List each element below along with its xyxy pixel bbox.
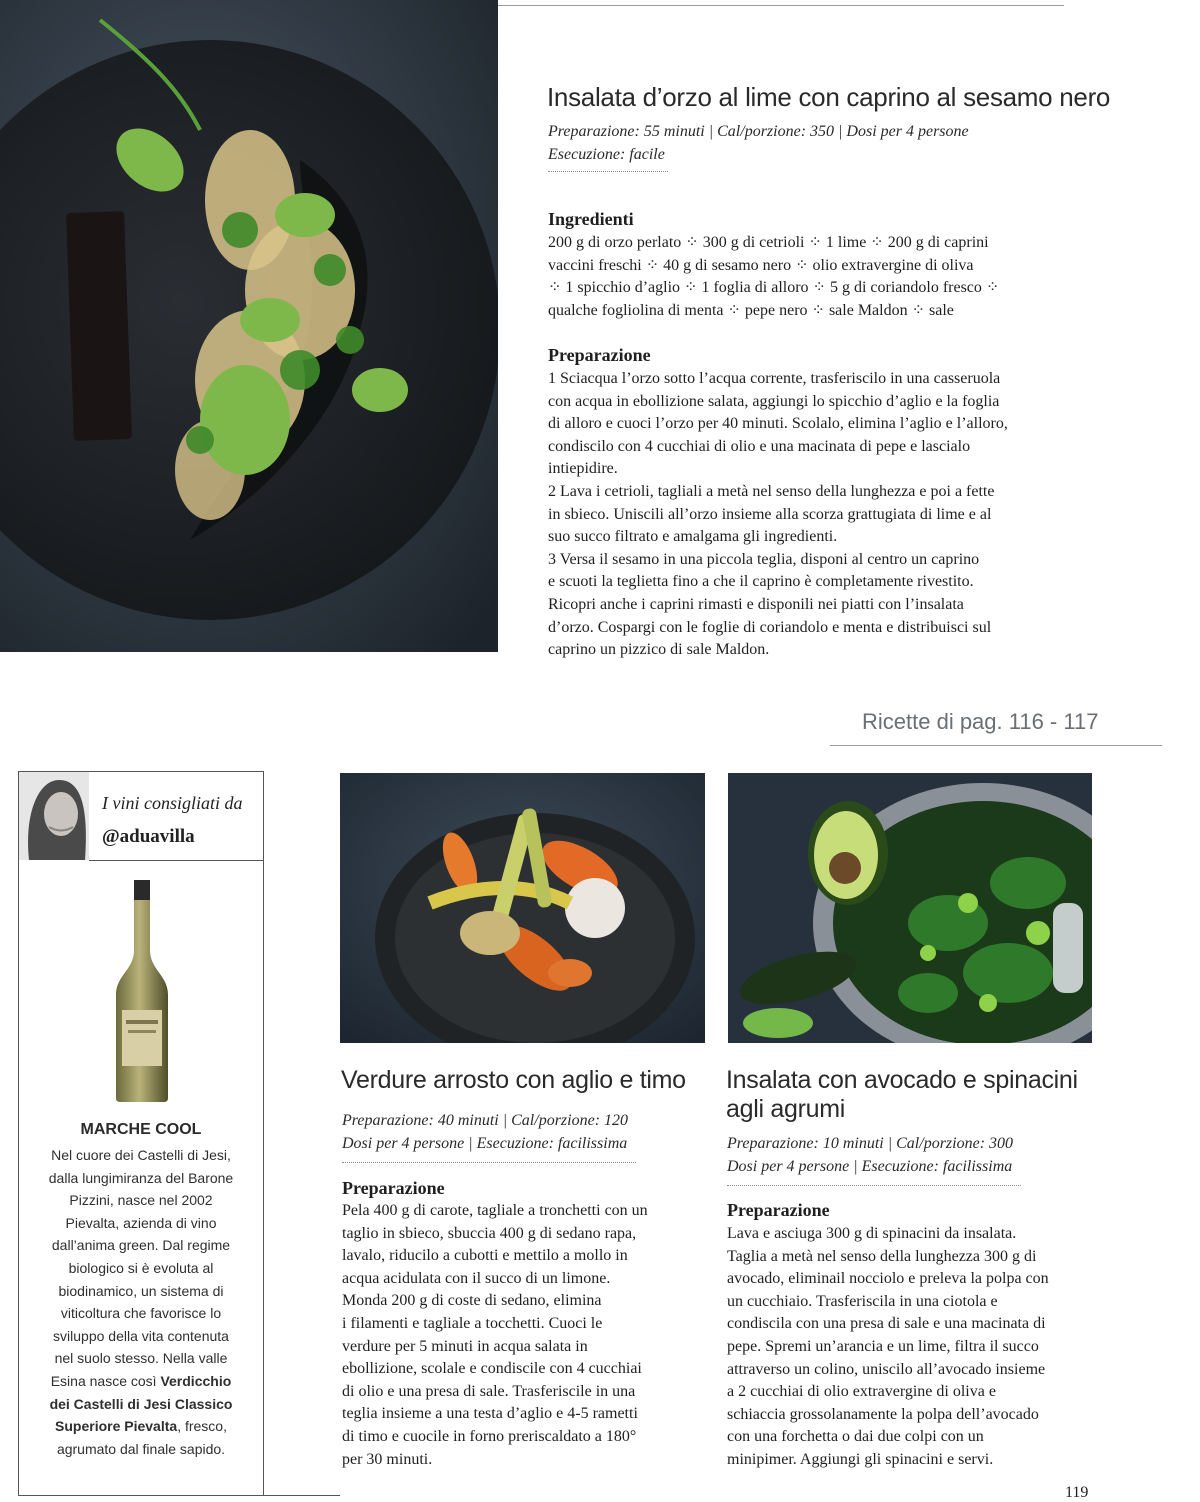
- wine-line: nel suolo stesso. Nella valle: [54, 1350, 228, 1367]
- ingredients-line: qualche fogliolina di menta ⁘ pepe nero ⁘ sale Maldon ⁘ sale: [548, 301, 954, 319]
- top-rule: [498, 5, 1064, 6]
- prep-line: d’orzo. Cospargi con le foglie di coriandolo e menta e distribuisci sul: [548, 618, 992, 636]
- bottom-rule: [18, 1495, 340, 1496]
- wine-line: agrumato dal finale sapido.: [56, 1440, 226, 1457]
- recipe1-title: Insalata d’orzo al lime con caprino al sesamo nero: [547, 82, 1111, 112]
- recipe3-title-line1: Insalata con avocado e spinacini: [726, 1066, 1078, 1094]
- prep-line: di alloro e cuoci l’orzo per 40 minuti. Scolalo, elimina l’aglio e l’alloro,: [548, 415, 1008, 433]
- wine-line: biologico si è evoluta al: [68, 1259, 214, 1276]
- section-label: Ricette di pag. 116 - 117: [862, 709, 1099, 734]
- prep-line: suo succo filtrato e amalgama gli ingredienti.: [548, 528, 838, 546]
- wine-name-bold: Verdicchio: [160, 1372, 232, 1389]
- recipe2-title: Verdure arrosto con aglio e timo: [341, 1066, 686, 1094]
- recipe1-ingredients: [548, 232, 999, 322]
- wine-line: [19, 1415, 263, 1438]
- wine-line: Pievalta, azienda di vino: [65, 1214, 217, 1231]
- wine-bottle: [110, 880, 174, 1102]
- page-number: 119: [1065, 1484, 1089, 1501]
- prep-line: minipimer. Aggiungi gli spinacini e servi.: [727, 1450, 994, 1468]
- wine-line-text: , fresco,: [177, 1418, 227, 1435]
- barley-salad-photo: [0, 0, 498, 652]
- wine-header-rule: [89, 860, 264, 861]
- recipe2-meta-line1: Preparazione: 40 minuti | Cal/porzione: 120: [342, 1112, 629, 1129]
- roasted-vegetables-photo: [340, 773, 705, 1043]
- prep-line: e scuoti la teglietta fino a che il caprino è completamente rivestito.: [548, 573, 974, 591]
- prep-line: a 2 cucchiai di olio extravergine di oliva e: [727, 1383, 996, 1401]
- wine-line: dalla lungimiranza del Barone: [48, 1169, 234, 1186]
- prep-line: in sbieco. Uniscili all’orzo insieme alla scorza grattugiata di lime e al: [548, 505, 992, 523]
- prep-line: schiaccia grossolanamente la polpa dell’avocado: [727, 1405, 1039, 1423]
- recipe3-meta-line1: Preparazione: 10 minuti | Cal/porzione: 300: [727, 1135, 1014, 1152]
- prep-line: caprino un pizzico di sale Maldon.: [548, 641, 770, 659]
- recipe1-prep-heading: Preparazione: [548, 345, 651, 365]
- wine-line: Nel cuore dei Castelli di Jesi,: [51, 1147, 231, 1163]
- wine-line: biodinamico, un sistema di: [58, 1282, 224, 1299]
- prep-line: 2 Lava i cetrioli, tagliali a metà nel senso della lunghezza e poi a fette: [548, 482, 995, 500]
- section-rule: [830, 745, 1162, 746]
- prep-line: pepe. Spremi un’arancia e un lime, filtra il succo: [727, 1337, 1039, 1355]
- prep-line: Lava e asciuga 300 g di spinacini da insalata.: [727, 1225, 1017, 1242]
- recipe1-divider: [548, 171, 668, 172]
- prep-line: con una forchetta o dai due colpi con un: [727, 1428, 984, 1446]
- prep-line: con acqua in ebollizione salata, aggiungi lo spicchio d’aglio e la foglia: [548, 392, 1000, 410]
- recipe3-prep: [727, 1223, 1049, 1472]
- prep-line: teglia insieme a una testa d’aglio e 4-5 rametti: [342, 1405, 638, 1423]
- wine-name-bold: Superiore Pievalta: [55, 1418, 178, 1435]
- prep-line: per 30 minuti.: [342, 1450, 433, 1468]
- recipe3-divider: [727, 1185, 1021, 1186]
- recipe3-meta: [727, 1132, 1013, 1178]
- recipe2-prep: [342, 1200, 648, 1471]
- recipe1-meta-line1: Preparazione: 55 minuti | Cal/porzione: 350 | Dosi per 4 persone: [548, 123, 969, 140]
- recipe3-prep-heading: Preparazione: [727, 1200, 830, 1220]
- wine-name-bold: dei Castelli di Jesi Classico: [49, 1395, 233, 1412]
- recipe3-meta-line2: Dosi per 4 persone | Esecuzione: facilissima: [727, 1158, 1013, 1175]
- wine-line: sviluppo della vita contenuta: [53, 1327, 229, 1344]
- prep-line: di olio e una presa di sale. Trasferiscile in una: [342, 1382, 636, 1400]
- prep-line: 1 Sciacqua l’orzo sotto l’acqua corrente, trasferiscilo in una casseruola: [548, 370, 1001, 387]
- wine-heading: MARCHE COOL: [80, 1121, 202, 1138]
- prep-line: condiscila con una presa di sale e una macinata di: [727, 1315, 1046, 1333]
- ingredients-line: 200 g di orzo perlato ⁘ 300 g di cetrioli ⁘ 1 lime ⁘ 200 g di caprini: [548, 234, 989, 251]
- wine-line: [19, 1393, 263, 1416]
- avatar: [19, 772, 89, 860]
- recipe1-ingredients-heading: Ingredienti: [548, 209, 634, 229]
- ingredients-line: vaccini freschi ⁘ 40 g di sesamo nero ⁘ olio extravergine di oliva: [548, 256, 974, 274]
- prep-line: i filamenti e tagliale a tocchetti. Cuoci le: [342, 1314, 603, 1332]
- prep-line: verdure per 5 minuti in acqua salata in: [342, 1337, 588, 1355]
- recipe1-meta: [548, 120, 969, 166]
- recipe3-title-line2: agli agrumi: [726, 1095, 845, 1123]
- ingredients-line: ⁘ 1 spicchio d’aglio ⁘ 1 foglia di alloro ⁘ 5 g di coriandolo fresco ⁘: [548, 279, 1000, 297]
- prep-line: condiscilo con 4 cucchiai di olio e una macinata di pepe e lascialo: [548, 437, 971, 455]
- prep-line: Pela 400 g di carote, tagliale a tronchetti con un: [342, 1202, 648, 1219]
- prep-line: acqua acidulata con il succo di un limone.: [342, 1269, 611, 1287]
- prep-line: Monda 200 g di coste di sedano, elimina: [342, 1292, 602, 1310]
- recipe2-prep-heading: Preparazione: [342, 1178, 445, 1198]
- wine-handle[interactable]: @aduavilla: [102, 826, 195, 847]
- prep-line: 3 Versa il sesamo in una piccola teglia, disponi al centro un caprino: [548, 550, 980, 568]
- wine-line: viticoltura che favorisce lo: [60, 1305, 222, 1322]
- prep-line: lavalo, riducilo a cubotti e mettilo a mollo in: [342, 1247, 628, 1265]
- recipe3-title: [726, 1066, 1078, 1124]
- wine-line: [19, 1370, 263, 1393]
- prep-line: Taglia a metà nel senso della lunghezza 300 g di: [727, 1247, 1037, 1265]
- prep-line: di timo e cuocile in forno preriscaldato a 180°: [342, 1427, 637, 1445]
- prep-line: avocado, eliminail nocciolo e preleva la polpa con: [727, 1270, 1049, 1288]
- prep-line: ebollizione, scolale e condiscile con 4 cucchiai: [342, 1360, 642, 1378]
- recipe2-meta: [342, 1109, 628, 1155]
- prep-line: taglio in sbieco, sbuccia 400 g di sedano rapa,: [342, 1224, 637, 1242]
- recipe1-meta-line2: Esecuzione: facile: [548, 146, 665, 163]
- prep-line: Ricopri anche i caprini rimasti e disponili nei piatti con l’insalata: [548, 595, 964, 613]
- prep-line: un cucchiaio. Trasferiscila in una ciotola e: [727, 1292, 998, 1310]
- recipe2-divider: [342, 1162, 636, 1163]
- wine-text: [19, 1144, 263, 1460]
- recipe2-meta-line2: Dosi per 4 persone | Esecuzione: facilissima: [342, 1135, 628, 1152]
- prep-line: intiepidire.: [548, 460, 618, 478]
- wine-line-text: Esina nasce così: [50, 1372, 157, 1389]
- recipe1-prep: [548, 368, 1008, 662]
- prep-line: attraverso un colino, uniscilo all’avocado insieme: [727, 1360, 1046, 1378]
- wine-line: dall’anima green. Dal regime: [51, 1237, 231, 1254]
- wine-line: Pizzini, nasce nel 2002: [69, 1192, 213, 1209]
- avocado-spinach-photo: [728, 773, 1092, 1043]
- wine-intro: I vini consigliati da: [102, 793, 243, 813]
